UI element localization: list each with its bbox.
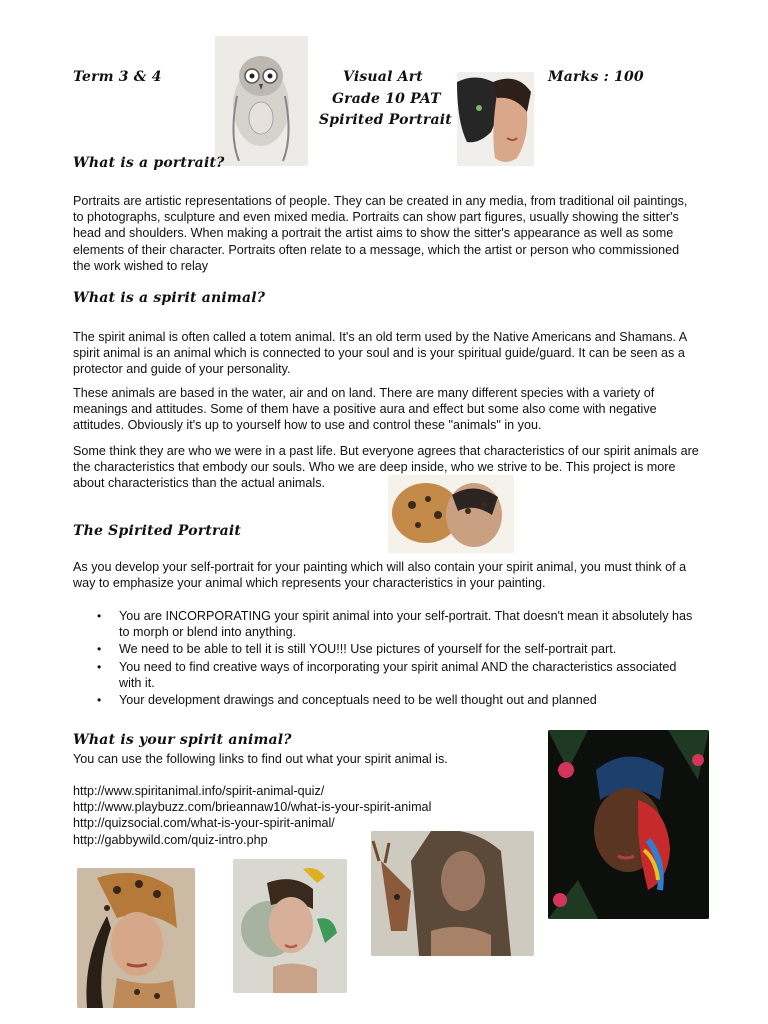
portrait-paragraph: Portraits are artistic representations of people. They can be created in any media, from traditional oil paintings, to photographs, sculpture and even mixed media. Portraits can show part figures, usually showing the sitter's head and shoulders. When making a portrait the artist aims to show the sitter's appearance as well as some elements of their character. Portraits often relate to a message, which the artist or person who commissioned the work wished to relay <box>73 194 688 273</box>
parrot-woman-image <box>548 730 709 919</box>
quiz-link[interactable]: http://www.playbuzz.com/brieannaw10/what-is-your-spirit-animal <box>73 800 432 815</box>
spirit-animal-paragraph-3: Some think they are who we were in a past life. But everyone agrees that characteristics of our spirit animals are the characteristics that embody our souls. Who we are deep inside, who we strive to be. This project is more about characteristics than the actual animals. <box>73 444 699 491</box>
portrait-heading: What is a portrait? <box>73 155 225 171</box>
project-title: Spirited Portrait <box>319 112 452 128</box>
owl-portrait-image <box>215 36 308 166</box>
deer-woman-image <box>371 831 534 956</box>
marks-label: Marks : 100 <box>548 69 644 85</box>
jaguar-woman-image <box>77 868 195 1008</box>
subject-title: Visual Art <box>343 69 423 85</box>
requirements-list <box>73 608 699 709</box>
leopard-faces-image <box>388 475 514 553</box>
birds-man-image <box>233 859 347 993</box>
grade-title: Grade 10 PAT <box>332 91 441 107</box>
quiz-link[interactable]: http://quizsocial.com/what-is-your-spirit-animal/ <box>73 816 335 831</box>
list-item: • We need to be able to tell it is still YOU!!! Use pictures of yourself for the self-portrait part. <box>97 642 617 657</box>
spirit-animal-paragraph-2: These animals are based in the water, air and on land. There are many different species with a variety of meanings and attitudes. Some of them have a positive aura and effect but some also come with negative attitudes. Obviously it's up to yourself how to use and control these "animals" in you. <box>73 386 657 433</box>
list-item: • Your development drawings and conceptuals need to be well thought out and planned <box>97 693 597 708</box>
spirited-portrait-heading: The Spirited Portrait <box>73 523 242 539</box>
spirit-animal-heading: What is a spirit animal? <box>73 290 266 306</box>
quiz-link[interactable]: http://www.spiritanimal.info/spirit-animal-quiz/ <box>73 784 325 798</box>
panther-portrait-image <box>457 72 534 166</box>
your-spirit-animal-heading: What is your spirit animal? <box>73 732 292 748</box>
list-item: • You are INCORPORATING your spirit animal into your self-portrait. That doesn't mean it absolutely has to morph or blend into anything. <box>97 609 693 640</box>
spirit-animal-paragraph-1: The spirit animal is often called a totem animal. It's an old term used by the Native Americans and Shamans. A spirit animal is an animal which is connected to your soul and is your spiritual guide/guard. It can be seen as a protector and guide of your personality. <box>73 330 687 377</box>
quiz-link[interactable]: http://gabbywild.com/quiz-intro.php <box>73 832 268 847</box>
spirited-portrait-intro: As you develop your self-portrait for your painting which will also contain your spirit animal, you must think of a way to emphasize your animal which represents your characteristics in your painting. <box>73 560 687 591</box>
list-item: • You need to find creative ways of incorporating your spirit animal AND the characteristics associated with it. <box>97 659 677 690</box>
term-label: Term 3 & 4 <box>73 69 162 85</box>
links-intro: You can use the following links to find out what your spirit animal is. <box>73 752 448 766</box>
